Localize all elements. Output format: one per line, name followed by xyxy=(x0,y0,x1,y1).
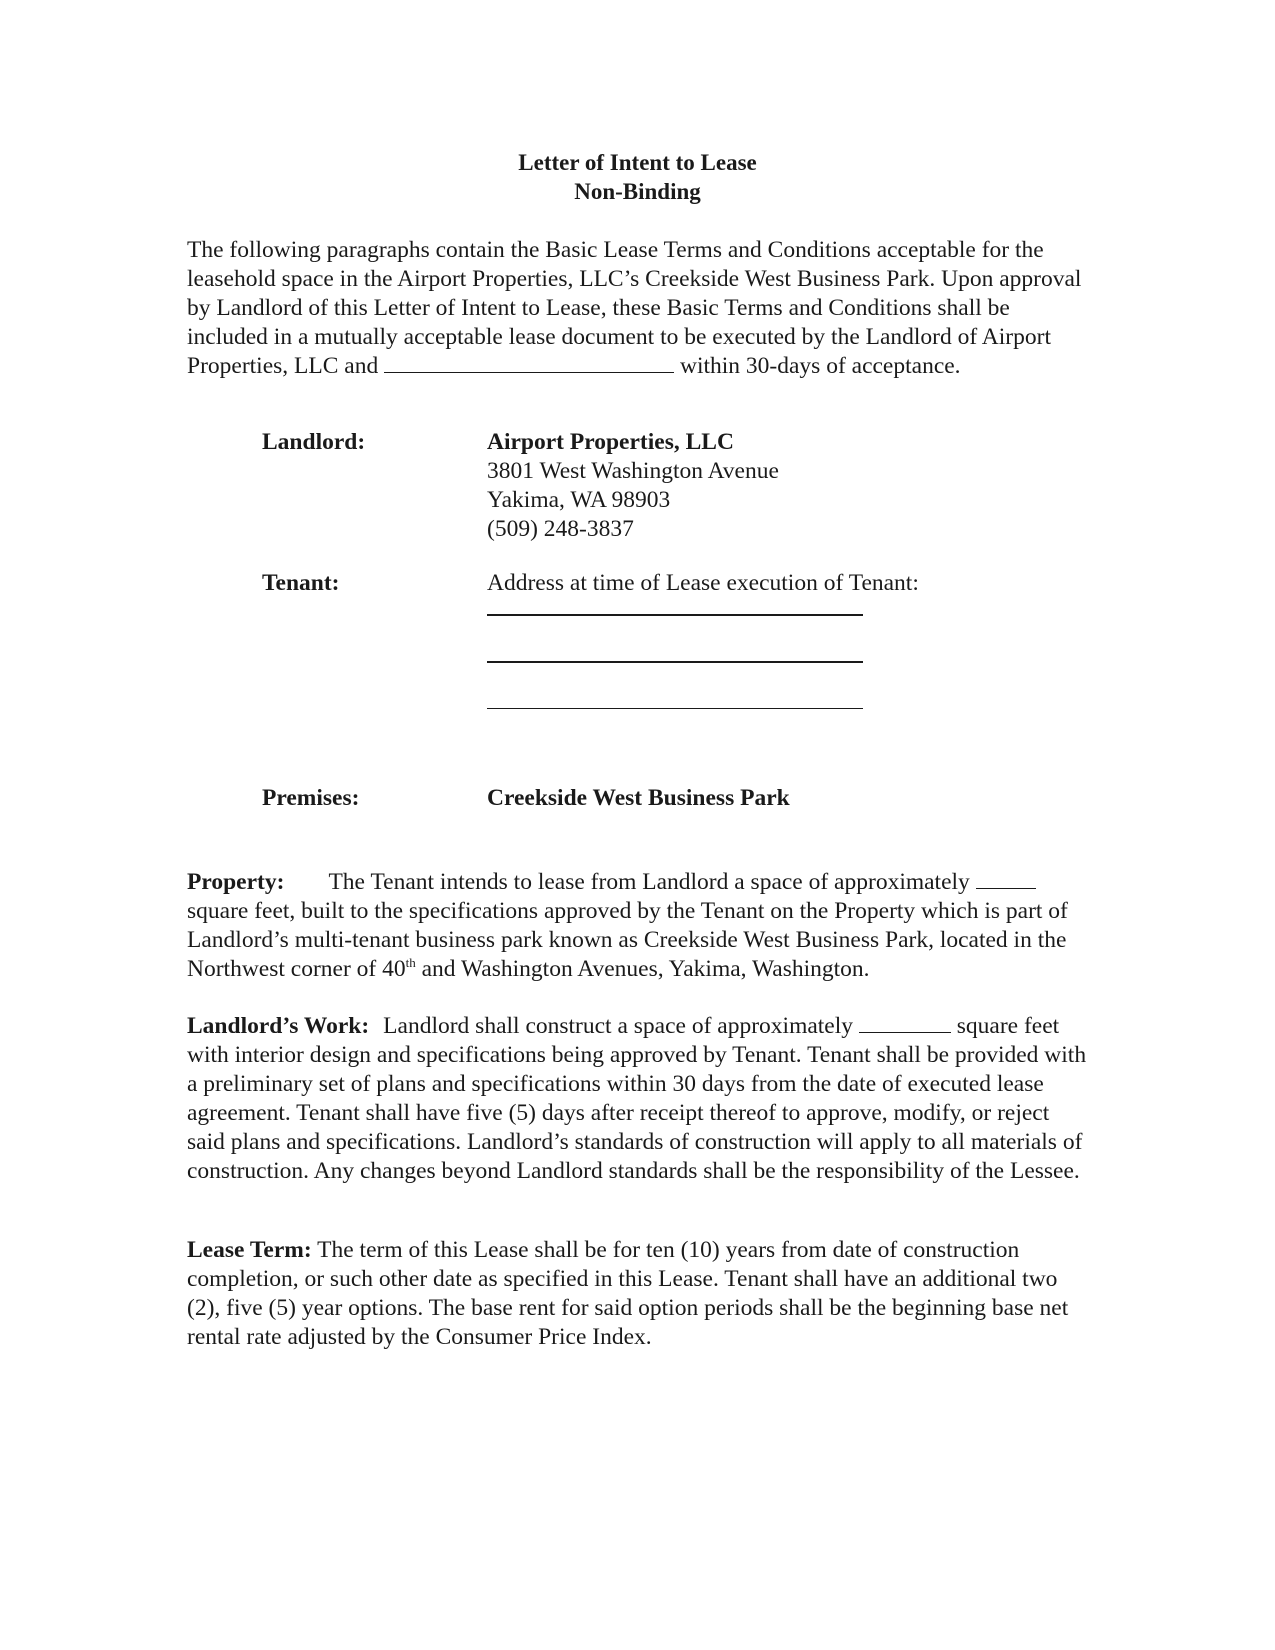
intro-paragraph xyxy=(187,236,1087,381)
landlord-address-2: Yakima, WA 98903 xyxy=(487,487,671,513)
lease-term-text: The term of this Lease shall be for ten (10) years from date of construction completion, or such other date as specified in this Lease. Tenant shall have an additional two (2), five (5) year options. The base rent for said option periods shall be the beginning base net rental rate adjusted by the Consumer Price Index. xyxy=(187,1237,1069,1350)
property-text-3: and Washington Avenues, Yakima, Washington. xyxy=(421,956,870,982)
landlord-info xyxy=(487,428,779,544)
property-sqft-blank[interactable] xyxy=(976,868,1036,889)
tenant-address-line-1[interactable] xyxy=(487,614,863,616)
intro-text-1: The following paragraphs contain the Basic Lease Terms and Conditions acceptable for the leasehold space in the Airport Properties, LLC’s Creekside West Business Park. Upon approval by Landlord of this Letter of Intent to Lease, these Basic Terms and Conditions shall be included in a mutually acceptable lease document to be executed by the Landlord of Airport Properties, LLC and xyxy=(187,237,1082,379)
tenant-address-line-3[interactable] xyxy=(487,708,863,709)
landlords-work-text-2: square feet with interior design and specifications being approved by Tenant. Tenant shall be provided with a preliminary set of plans and specifications within 30 days from the date of executed lease agreement. Tenant shall have five (5) days after receipt thereof to approve, modify, or reject said plans and specifications. Landlord’s standards of construction will apply to all materials of construction. Any changes beyond Landlord standards shall be the responsibility of the Lessee. xyxy=(187,1013,1087,1184)
premises-label: Premises: xyxy=(262,785,360,811)
title-line-2: Non-Binding xyxy=(574,179,701,204)
landlord-label: Landlord: xyxy=(262,429,366,455)
property-text-2: square feet, built to the specifications approved by the Tenant on the Property which is part of Landlord’s multi-tenant business park known as Creekside West Business Park, located in the Northwest corner of 40 xyxy=(187,898,1068,982)
tenant-name-blank[interactable] xyxy=(384,352,674,373)
tenant-address-line-2[interactable] xyxy=(487,661,863,663)
property-sup: th xyxy=(405,955,416,971)
landlord-name: Airport Properties, LLC xyxy=(487,429,734,455)
property-section xyxy=(187,868,1092,984)
landlord-phone: (509) 248-3837 xyxy=(487,516,634,542)
premises-value: Creekside West Business Park xyxy=(487,785,790,811)
tenant-address-prompt: Address at time of Lease execution of Tenant: xyxy=(487,570,919,596)
document-title xyxy=(0,148,1275,206)
landlords-work-heading: Landlord’s Work: xyxy=(187,1013,370,1039)
property-heading: Property: xyxy=(187,869,285,895)
landlords-work-section xyxy=(187,1012,1092,1186)
lease-term-section xyxy=(187,1236,1092,1352)
tenant-label: Tenant: xyxy=(262,570,340,596)
title-line-1: Letter of Intent to Lease xyxy=(518,150,757,175)
landlords-work-text-1: Landlord shall construct a space of approximately xyxy=(383,1013,854,1039)
intro-text-2: within 30-days of acceptance. xyxy=(679,353,961,379)
work-sqft-blank[interactable] xyxy=(859,1012,951,1033)
lease-term-heading: Lease Term: xyxy=(187,1237,312,1263)
landlord-address-1: 3801 West Washington Avenue xyxy=(487,458,779,484)
property-text-1: The Tenant intends to lease from Landlord a space of approximately xyxy=(328,869,970,895)
